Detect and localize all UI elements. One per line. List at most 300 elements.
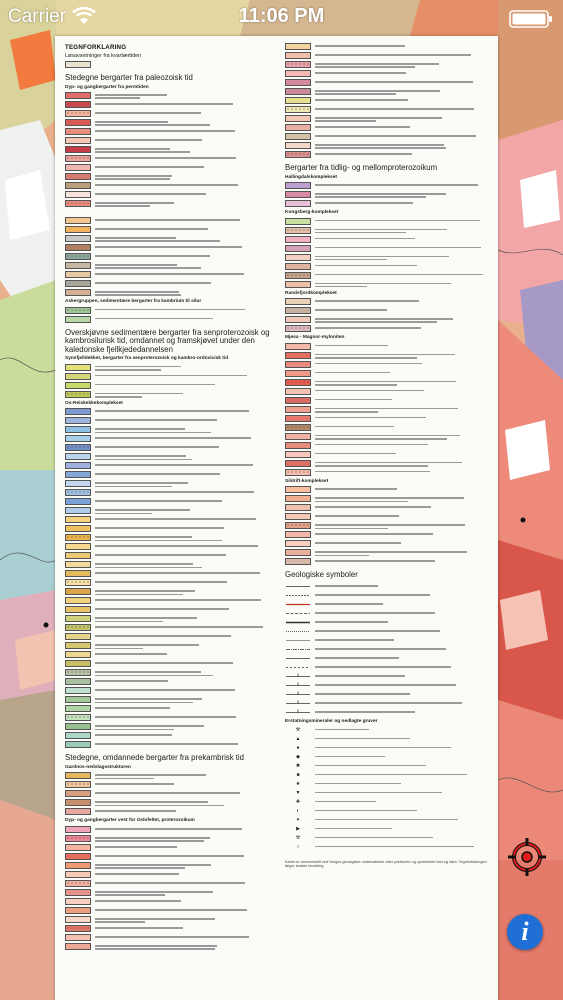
legend-swatch <box>65 217 91 224</box>
legend-mine-symbols <box>282 726 494 852</box>
legend-group: Mjøsa - Magnor-myloniten <box>285 335 345 341</box>
legend-group <box>65 210 274 215</box>
legend-row-text <box>95 560 274 568</box>
legend-row <box>62 771 274 780</box>
legend-row <box>62 243 274 252</box>
legend-swatch <box>65 579 91 586</box>
legend-row <box>62 234 274 243</box>
legend-row <box>282 190 494 199</box>
legend-row <box>282 423 494 432</box>
legend-row <box>62 154 274 163</box>
battery-icon <box>509 10 553 28</box>
legend-swatch <box>285 415 311 422</box>
legend-row <box>62 623 274 632</box>
map-line-symbol-icon <box>285 628 311 635</box>
legend-swatch <box>65 182 91 189</box>
mine-symbol-icon: ✖ <box>295 762 301 769</box>
legend-row <box>282 306 494 315</box>
legend-row <box>62 315 274 324</box>
legend-row <box>62 506 274 515</box>
map-line-symbol-icon <box>285 619 311 626</box>
locate-me-button[interactable] <box>508 838 546 876</box>
legend-swatch <box>65 462 91 469</box>
legend-swatch <box>65 772 91 779</box>
legend-row <box>282 503 494 512</box>
legend-row-text <box>95 243 274 248</box>
legend-row <box>282 324 494 333</box>
mine-symbol-icon: ◐ <box>296 807 300 814</box>
legend-row <box>62 807 274 816</box>
legend-row <box>62 100 274 109</box>
legend-group: Erstatningsmineraler og nedlagte gruver <box>285 718 378 724</box>
legend-row-text <box>95 798 274 806</box>
legend-row <box>282 69 494 78</box>
legend-row <box>62 109 274 118</box>
legend-row-text <box>95 942 274 950</box>
legend-swatch <box>65 853 91 860</box>
legend-row-text <box>95 136 274 141</box>
legend-row-text <box>315 262 494 267</box>
legend-row-text <box>95 261 274 269</box>
legend-swatch <box>285 540 311 547</box>
legend-row-text <box>95 924 274 929</box>
legend-row-text <box>315 378 494 386</box>
legend-row <box>62 861 274 870</box>
legend-row-text <box>95 695 274 703</box>
legend-row-text <box>315 396 494 401</box>
legend-row <box>282 530 494 539</box>
legend-swatch <box>285 52 311 59</box>
legend-row <box>62 551 274 560</box>
legend-column-right <box>282 42 494 869</box>
legend-swatch <box>65 943 91 950</box>
legend-row <box>282 672 494 681</box>
legend-row-text <box>95 416 274 421</box>
legend-row-text <box>315 387 494 392</box>
legend-swatch <box>285 79 311 86</box>
legend-row-text <box>315 217 494 222</box>
legend-swatch <box>65 799 91 806</box>
legend-row-text <box>315 834 494 839</box>
legend-row <box>282 485 494 494</box>
legend-row-text <box>315 789 494 794</box>
legend-row-text <box>315 271 494 276</box>
legend-row-text <box>315 636 494 641</box>
legend-swatch <box>65 507 91 514</box>
legend-row-text <box>315 726 494 731</box>
legend-row-text <box>95 506 274 514</box>
legend-row <box>62 91 274 100</box>
legend-row <box>282 351 494 360</box>
legend-row <box>62 163 274 172</box>
legend-swatch <box>285 370 311 377</box>
legend-swatch <box>65 146 91 153</box>
legend-rows <box>282 42 494 159</box>
legend-group: Dyp- og gangbergarter vest for Oslofeltet, proterozoikum <box>65 818 195 824</box>
legend-swatch <box>285 263 311 270</box>
legend-row <box>282 591 494 600</box>
legend-swatch <box>285 388 311 395</box>
status-bar <box>0 0 563 34</box>
legend-row <box>62 261 274 270</box>
legend-swatch <box>65 597 91 604</box>
legend-row-text <box>315 450 494 455</box>
legend-row-text <box>315 708 494 713</box>
legend-swatch <box>285 397 311 404</box>
legend-row <box>282 226 494 235</box>
legend-row-text <box>95 623 274 628</box>
legend-credits: Kartet er sammenstilt ved Norges geologiske undersøkelse etter publiserte og upubliserte kart og data. Tegnforklaringen følger kartets inndeling. <box>285 859 487 869</box>
legend-row <box>282 681 494 690</box>
legend-swatch <box>65 128 91 135</box>
legend-swatch <box>285 379 311 386</box>
legend-row <box>62 897 274 906</box>
legend-row-text <box>315 114 494 122</box>
legend-row-text <box>95 668 274 676</box>
legend-row-text <box>95 91 274 99</box>
legend-row <box>282 387 494 396</box>
legend-swatch <box>65 110 91 117</box>
info-button[interactable] <box>507 914 543 950</box>
legend-row <box>62 452 274 461</box>
legend-swatch <box>65 92 91 99</box>
legend-row-text <box>315 530 494 535</box>
legend-row-text <box>95 181 274 186</box>
legend-swatch <box>65 271 91 278</box>
legend-swatch <box>285 61 311 68</box>
legend-swatch <box>65 880 91 887</box>
legend-row-text <box>95 425 274 433</box>
legend-swatch <box>65 862 91 869</box>
legend-row-text <box>315 468 494 473</box>
legend-swatch <box>65 382 91 389</box>
legend-row-text <box>95 906 274 911</box>
legend-row-text <box>95 479 274 487</box>
legend-swatch <box>65 480 91 487</box>
legend-row <box>62 798 274 807</box>
legend-row <box>282 600 494 609</box>
legend-row-text <box>315 69 494 74</box>
legend-row <box>282 42 494 51</box>
legend-row <box>62 560 274 569</box>
legend-rows <box>282 217 494 289</box>
legend-row <box>62 825 274 834</box>
legend-row <box>62 252 274 261</box>
legend-swatch <box>285 486 311 493</box>
legend-row <box>62 641 274 650</box>
legend-row <box>282 735 494 744</box>
legend-row-text <box>315 414 494 419</box>
legend-row <box>282 512 494 521</box>
legend-row-text <box>315 297 494 302</box>
legend-row-text <box>315 369 494 374</box>
legend-swatch <box>65 871 91 878</box>
legend-row-text <box>315 843 494 848</box>
legend-row <box>62 407 274 416</box>
legend-row-text <box>95 363 274 371</box>
legend-group: Gardnos-nedslagsstrukturen <box>65 764 131 770</box>
legend-group: Hallingdalskomplekset <box>285 174 337 180</box>
legend-row-text <box>315 423 494 428</box>
legend-row <box>282 645 494 654</box>
legend-swatch <box>65 471 91 478</box>
legend-swatch <box>285 442 311 449</box>
map-line-symbol-icon <box>285 655 311 662</box>
legend-swatch <box>65 835 91 842</box>
legend-row-text <box>315 618 494 623</box>
legend-swatch <box>65 925 91 932</box>
legend-row <box>62 190 274 199</box>
legend-row <box>282 396 494 405</box>
legend-row-text <box>95 731 274 736</box>
legend-swatch <box>65 660 91 667</box>
legend-row <box>282 494 494 503</box>
legend-row-text <box>315 494 494 502</box>
legend-swatch <box>285 531 311 538</box>
legend-row <box>62 434 274 443</box>
legend-row <box>62 834 274 843</box>
mine-symbol-icon: ▲ <box>295 735 301 742</box>
legend-row-text <box>95 252 274 257</box>
legend-row-text <box>95 650 274 655</box>
legend-row-text <box>95 381 274 386</box>
legend-row-text <box>95 843 274 848</box>
legend-row-text <box>95 497 274 502</box>
legend-row <box>62 390 274 399</box>
legend-row <box>62 695 274 704</box>
legend-row-text <box>95 740 274 745</box>
legend-row-text <box>95 659 274 664</box>
legend-row <box>62 843 274 852</box>
legend-rows <box>62 407 274 749</box>
legend-row <box>282 123 494 132</box>
legend-row <box>282 271 494 280</box>
legend-swatch <box>65 606 91 613</box>
legend-row <box>62 172 274 181</box>
legend-swatch <box>65 543 91 550</box>
legend-row-text <box>315 226 494 234</box>
legend-row <box>282 636 494 645</box>
legend-heading: Geologiske symboler <box>285 570 358 580</box>
legend-group: Randsfjordkomplekset <box>285 290 337 296</box>
legend-row-text <box>315 459 494 467</box>
legend-swatch <box>285 522 311 529</box>
legend-row-text <box>95 771 274 779</box>
legend-row <box>282 789 494 798</box>
legend-row-text <box>95 216 274 221</box>
legend-swatch <box>65 408 91 415</box>
carrier-label: Carrier <box>8 6 67 27</box>
mine-symbol-icon: ▼ <box>295 789 301 796</box>
legend-row-text <box>95 234 274 242</box>
legend-row <box>62 306 274 315</box>
legend-row-text <box>315 548 494 556</box>
legend-row-text <box>95 852 274 857</box>
legend-row-text <box>95 515 274 520</box>
legend-row <box>62 145 274 154</box>
legend-swatch <box>65 808 91 815</box>
map-legend-panel[interactable] <box>55 36 498 1000</box>
legend-row <box>282 699 494 708</box>
legend-row <box>62 870 274 879</box>
legend-row <box>282 414 494 423</box>
legend-row-text <box>95 888 274 896</box>
legend-row <box>282 834 494 843</box>
legend-row-text <box>95 154 274 159</box>
legend-swatch <box>65 316 91 323</box>
legend-row <box>62 722 274 731</box>
legend-swatch <box>65 570 91 577</box>
legend-row <box>62 596 274 605</box>
legend-row-text <box>315 324 494 329</box>
map-line-symbol-icon <box>285 664 311 671</box>
legend-row-text <box>315 351 494 359</box>
legend-row-text <box>315 405 494 413</box>
legend-row-text <box>95 390 274 398</box>
legend-swatch <box>65 226 91 233</box>
legend-row-text <box>315 557 494 562</box>
legend-row <box>62 136 274 145</box>
legend-row-text <box>95 288 274 296</box>
legend-row <box>62 497 274 506</box>
legend-row-text <box>95 109 274 114</box>
legend-row <box>62 650 274 659</box>
legend-row-text <box>95 578 274 583</box>
map-line-symbol-icon <box>285 673 311 680</box>
legend-swatch <box>65 253 91 260</box>
legend-symbols <box>282 582 494 717</box>
legend-row-text <box>95 452 274 460</box>
legend-swatch <box>285 115 311 122</box>
legend-row <box>62 127 274 136</box>
legend-row <box>62 888 274 897</box>
legend-swatch <box>285 133 311 140</box>
legend-row-text <box>95 861 274 869</box>
legend-swatch <box>65 489 91 496</box>
legend-swatch <box>285 236 311 243</box>
legend-row-text <box>95 605 274 610</box>
legend-row-text <box>95 199 274 207</box>
legend-rows <box>62 771 274 816</box>
legend-swatch <box>65 364 91 371</box>
legend-row-text <box>95 315 274 320</box>
legend-row <box>282 618 494 627</box>
legend-swatch <box>285 495 311 502</box>
legend-row <box>282 459 494 468</box>
legend-swatch <box>65 916 91 923</box>
legend-row <box>62 416 274 425</box>
legend-heading: Stedegne, omdannede bergarter fra prekambrisk tid <box>65 753 244 763</box>
legend-row-text <box>315 807 494 812</box>
legend-row-text <box>315 762 494 767</box>
legend-row-text <box>95 118 274 126</box>
legend-row-text <box>315 539 494 544</box>
legend-row <box>282 726 494 735</box>
legend-column-left <box>62 42 274 951</box>
legend-row-text <box>315 582 494 587</box>
legend-swatch <box>65 516 91 523</box>
legend-row-text <box>95 915 274 923</box>
legend-row-text <box>315 521 494 529</box>
legend-swatch <box>285 451 311 458</box>
legend-row <box>62 569 274 578</box>
map-line-symbol-icon <box>285 700 311 707</box>
legend-row <box>62 542 274 551</box>
legend-swatch <box>285 460 311 467</box>
legend-row <box>282 244 494 253</box>
map-line-symbol-icon <box>285 682 311 689</box>
legend-row <box>62 587 274 596</box>
legend-row-text <box>95 632 274 637</box>
legend-swatch <box>65 561 91 568</box>
legend-swatch <box>285 124 311 131</box>
legend-row-text <box>95 306 274 311</box>
legend-row-text <box>315 96 494 101</box>
legend-row <box>62 740 274 749</box>
legend-swatch <box>65 826 91 833</box>
legend-swatch <box>65 844 91 851</box>
legend-swatch <box>65 444 91 451</box>
legend-swatch <box>65 552 91 559</box>
legend-swatch <box>285 151 311 158</box>
legend-swatch <box>285 43 311 50</box>
legend-row <box>62 879 274 888</box>
legend-row <box>282 780 494 789</box>
legend-swatch <box>65 453 91 460</box>
legend-row-text <box>315 432 494 440</box>
legend-row <box>62 181 274 190</box>
legend-row-text <box>95 834 274 842</box>
legend-row <box>282 60 494 69</box>
legend-row <box>62 632 274 641</box>
legend-row-text <box>95 270 274 275</box>
legend-rows <box>62 825 274 951</box>
legend-swatch <box>65 235 91 242</box>
legend-row-text <box>315 512 494 517</box>
map-line-symbol-icon <box>285 646 311 653</box>
legend-row <box>282 762 494 771</box>
legend-group: Synsfjelldekket, bergarter fra senproterozoisk og kambro-ordovicisk tid <box>65 356 229 362</box>
legend-row-text <box>315 825 494 830</box>
legend-row-text <box>315 132 494 137</box>
legend-row-text <box>315 42 494 47</box>
legend-swatch <box>285 142 311 149</box>
legend-row <box>62 533 274 542</box>
legend-row <box>62 852 274 861</box>
map-line-symbol-icon <box>285 583 311 590</box>
legend-row <box>282 654 494 663</box>
legend-row <box>62 686 274 695</box>
legend-swatch <box>65 642 91 649</box>
legend-group: Os-Reiskekkekomplekset <box>65 400 123 406</box>
legend-swatch <box>285 352 311 359</box>
legend-swatch <box>285 433 311 440</box>
mine-symbol-icon: ⚒ <box>295 834 301 841</box>
legend-swatch <box>65 687 91 694</box>
legend-swatch <box>65 898 91 905</box>
legend-swatch <box>285 200 311 207</box>
legend-row-text <box>95 279 274 284</box>
legend-row <box>282 405 494 414</box>
legend-row-text <box>95 533 274 541</box>
legend-swatch <box>285 182 311 189</box>
legend-row-text <box>95 897 274 902</box>
map-line-symbol-icon <box>285 610 311 617</box>
legend-swatch <box>285 558 311 565</box>
legend-swatch <box>65 61 91 68</box>
legend-row <box>62 578 274 587</box>
legend-swatch <box>65 781 91 788</box>
